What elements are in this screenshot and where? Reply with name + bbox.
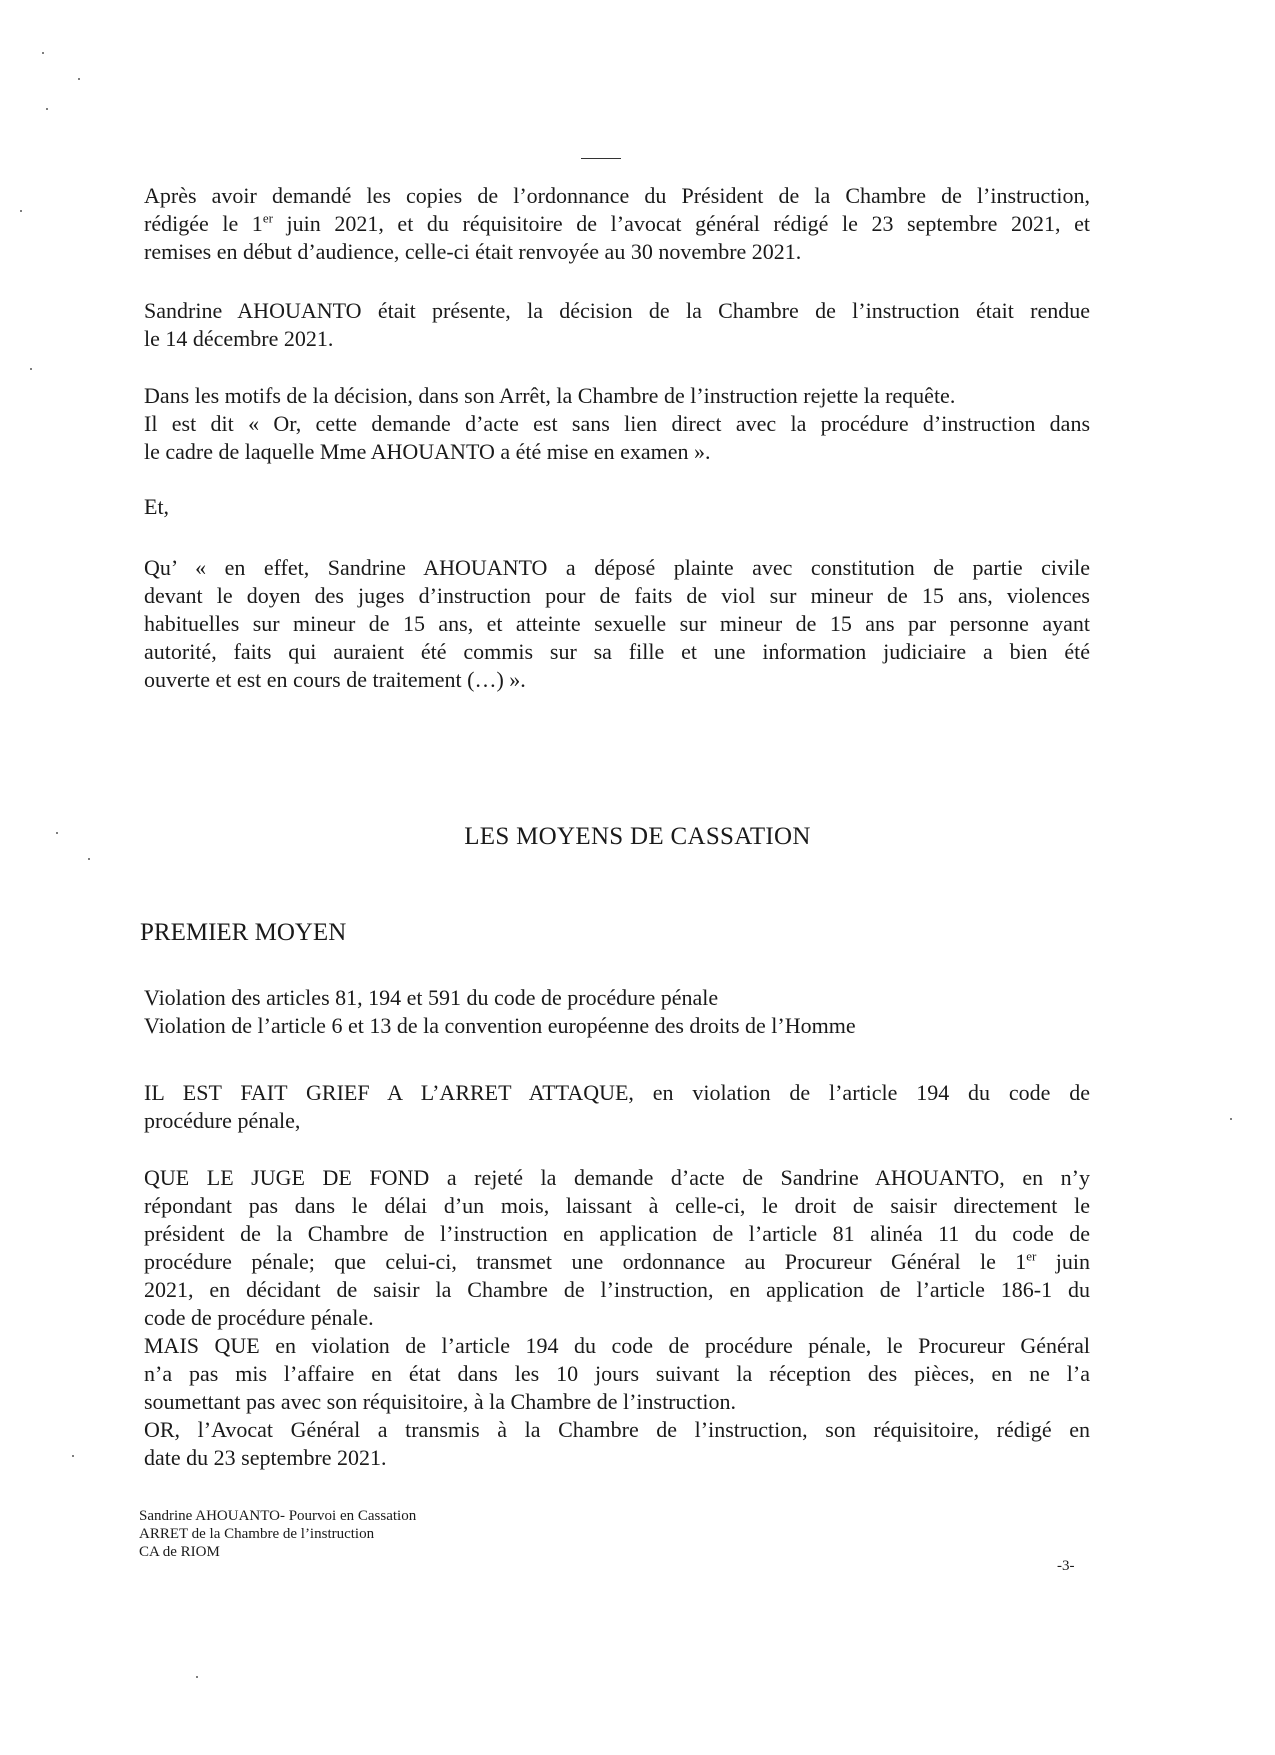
paragraph-et [144,493,1090,521]
paragraph-motifs [144,382,1090,466]
superscript: er [1026,1248,1037,1264]
text-line: remises en début d’audience, celle-ci était renvoyée au 30 novembre 2021. [144,239,802,264]
text-line: Après avoir demandé les copies de l’ordonnance du Président de la Chambre de l’instruction, [144,183,1090,208]
scan-speck [581,158,621,159]
text-line: soumettant pas avec son réquisitoire, à la Chambre de l’instruction. [144,1389,737,1414]
text-line: répondant pas dans le délai d’un mois, laissant à celle-ci, le droit de saisir directement le [144,1193,1090,1218]
text-line: devant le doyen des juges d’instruction pour de faits de viol sur mineur de 15 ans, violences [144,583,1090,608]
paragraph-citation [144,554,1090,694]
text-line: Il est dit « Or, cette demande d’acte est sans lien direct avec la procédure d’instruction dans [144,411,1090,436]
text-line: MAIS QUE en violation de l’article 194 du code de procédure pénale, le Procureur Général [144,1333,1090,1358]
text-line: le 14 décembre 2021. [144,326,334,351]
scan-speck [42,52,44,54]
text-line: Dans les motifs de la décision, dans son Arrêt, la Chambre de l’instruction rejette la requête. [144,383,956,408]
text-line: IL EST FAIT GRIEF A L’ARRET ATTAQUE, en violation de l’article 194 du code de [144,1080,1090,1105]
paragraph-grief [144,1079,1090,1135]
scan-speck [78,78,80,80]
page-footer [139,1507,416,1561]
text-line: le cadre de laquelle Mme AHOUANTO a été mise en examen ». [144,439,711,464]
text-line: n’a pas mis l’affaire en état dans les 10 jours suivant la réception des pièces, en ne l’a [144,1361,1090,1386]
text-line: OR, l’Avocat Général a transmis à la Chambre de l’instruction, son réquisitoire, rédigé en [144,1417,1090,1442]
text-line: Violation des articles 81, 194 et 591 du code de procédure pénale [144,985,719,1010]
text-line: autorité, faits qui auraient été commis sur sa fille et une information judiciaire a bien été [144,639,1090,664]
scan-speck [46,108,48,110]
scan-speck [88,858,90,860]
scan-speck [196,1676,198,1678]
text-line: Sandrine AHOUANTO était présente, la décision de la Chambre de l’instruction était rendue [144,298,1090,323]
text-line: QUE LE JUGE DE FOND a rejeté la demande d’acte de Sandrine AHOUANTO, en n’y [144,1165,1090,1190]
footer-line: Sandrine AHOUANTO- Pourvoi en Cassation [139,1508,417,1524]
scan-speck [30,368,32,370]
text-fragment: juin [1036,1249,1090,1274]
footer-line: CA de RIOM [139,1544,220,1560]
text-line: Qu’ « en effet, Sandrine AHOUANTO a déposé plainte avec constitution de partie civile [144,555,1090,580]
footer-line: ARRET de la Chambre de l’instruction [139,1526,375,1542]
text-line: code de procédure pénale. [144,1305,374,1330]
section-title: LES MOYENS DE CASSATION [464,823,811,850]
moyen-title: PREMIER MOYEN [140,919,347,946]
text-line: 2021, en décidant de saisir la Chambre de l’instruction, en application de l’article 186-1 du [144,1277,1090,1302]
text-line: Et, [144,494,170,519]
text-fragment: procédure pénale; que celui-ci, transmet une ordonnance au Procureur Général le 1 [144,1249,1027,1274]
text-line: ouverte et est en cours de traitement (…) ». [144,667,526,692]
text-line [144,1248,1090,1276]
text-fragment: juin 2021, et du réquisitoire de l’avocat général rédigé le 23 septembre 2021, et [272,211,1091,236]
page-number: -3- [1057,1558,1075,1574]
paragraph-decision [144,297,1090,353]
text-fragment: rédigée le 1 [144,211,263,236]
violations-list [144,984,1090,1040]
text-line: président de la Chambre de l’instruction en application de l’article 81 alinéa 11 du code de [144,1221,1090,1246]
paragraph-juge-de-fond [144,1164,1090,1472]
paragraph-renvoi [144,182,1090,266]
scan-speck [20,210,22,212]
text-line: Violation de l’article 6 et 13 de la convention européenne des droits de l’Homme [144,1013,856,1038]
text-line: habituelles sur mineur de 15 ans, et atteinte sexuelle sur mineur de 15 ans par personne ayant [144,611,1090,636]
scan-speck [1230,1118,1232,1120]
scan-speck [72,1455,74,1457]
text-line: procédure pénale, [144,1108,301,1133]
text-line [144,210,1090,238]
superscript: er [262,210,273,226]
text-line: date du 23 septembre 2021. [144,1445,387,1470]
